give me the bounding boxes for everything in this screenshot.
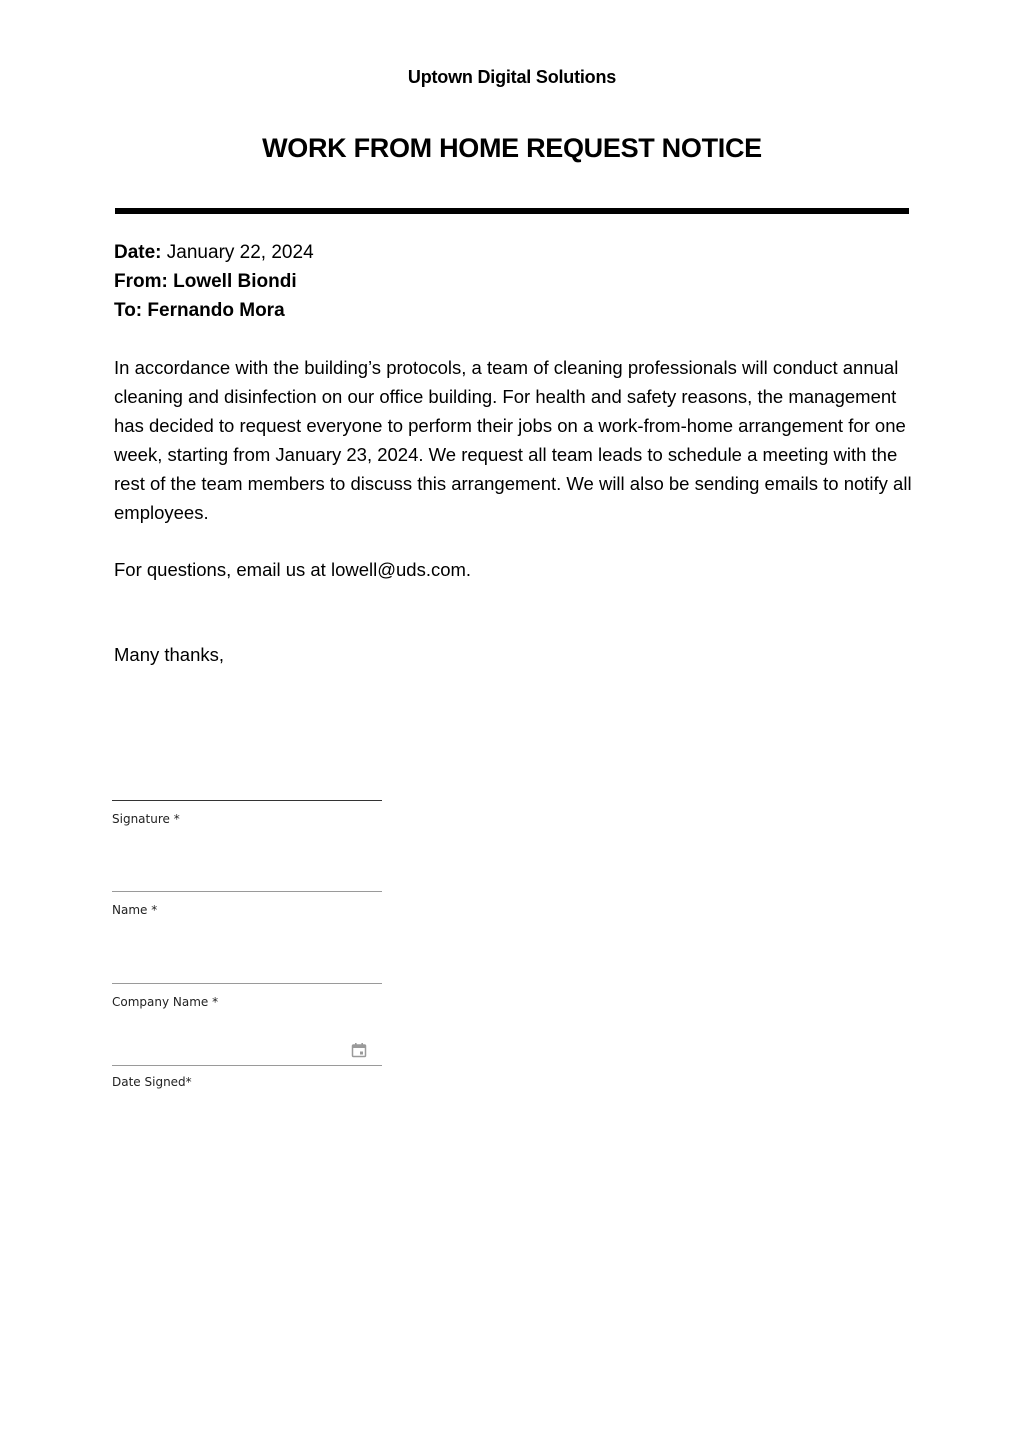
company-name-label: Company Name *: [112, 995, 219, 1009]
closing-line: Many thanks,: [114, 644, 225, 665]
date-signed-label: Date Signed*: [112, 1075, 192, 1089]
date-value: January 22, 2024: [166, 242, 314, 263]
to-line: To: Fernando Mora: [114, 300, 285, 321]
signature-label: Signature *: [112, 812, 180, 826]
date-label: Date:: [114, 242, 162, 263]
name-line[interactable]: [112, 891, 382, 892]
signature-line[interactable]: [112, 800, 382, 801]
document-title: WORK FROM HOME REQUEST NOTICE: [262, 133, 762, 163]
questions-paragraph: For questions, email us at lowell@uds.com.: [114, 559, 472, 580]
calendar-icon[interactable]: [351, 1042, 367, 1058]
title-divider: [115, 208, 909, 214]
company-name: Uptown Digital Solutions: [407, 67, 617, 87]
company-name-line[interactable]: [112, 983, 382, 984]
from-line: From: Lowell Biondi: [114, 271, 297, 292]
body-paragraph: In accordance with the building’s protocols, a team of cleaning professionals will conduct annual cleaning and disinfection on our office building. For health and safety reasons, the management has decided to request everyone to perform their jobs on a work-from-home arrangement for one week, starting from January 23, 2024. We request all team leads to schedule a meeting with the rest of the team members to discuss this arrangement. We will also be sending emails to notify all employees.: [114, 357, 912, 523]
date-signed-line[interactable]: [112, 1065, 382, 1066]
date-line: [114, 238, 314, 267]
name-label: Name *: [112, 903, 158, 917]
